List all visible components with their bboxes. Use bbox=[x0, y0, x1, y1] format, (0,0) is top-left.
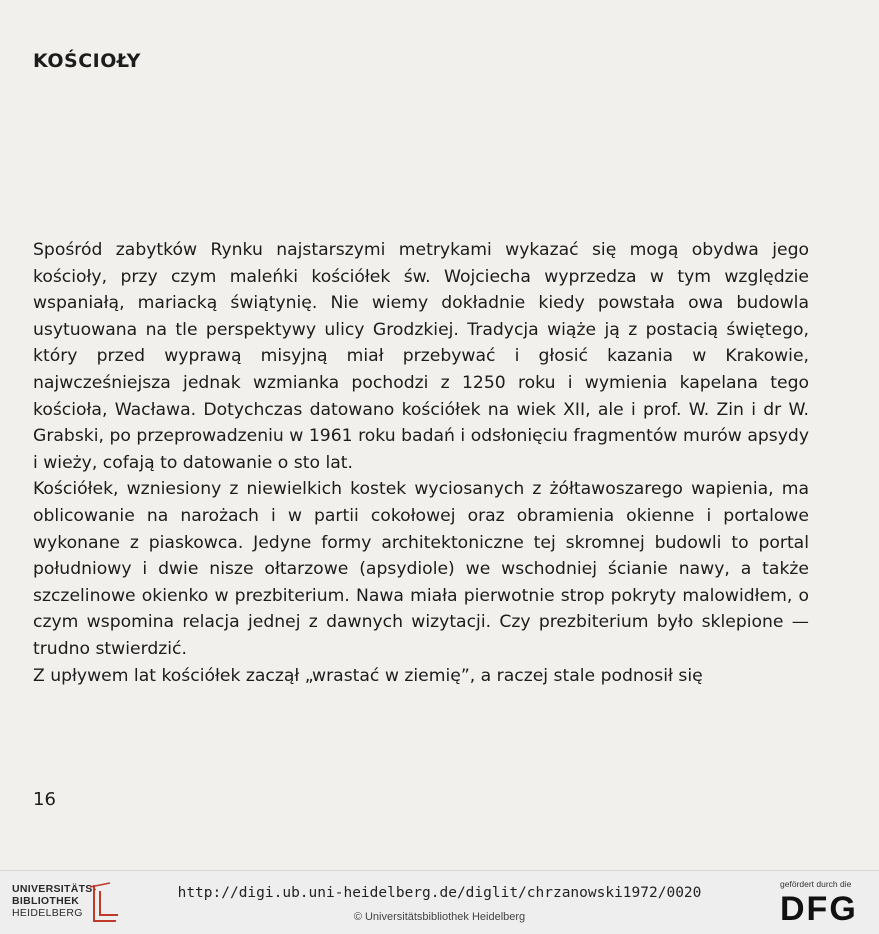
dfg-logo[interactable]: DFG bbox=[780, 890, 858, 928]
page-heading: KOŚCIOŁY bbox=[33, 50, 141, 72]
paragraph-3: Z upływem lat kościółek zaczął „wrastać w ziemię”, a raczej stale podnosił się bbox=[33, 665, 703, 686]
document-url-link[interactable]: http://digi.ub.uni-heidelberg.de/diglit/chrzanowski1972/0020 bbox=[177, 885, 702, 901]
library-name-line1: UNIVERSITÄTS- bbox=[12, 883, 97, 895]
paragraph-1: Spośród zabytków Rynku najstarszymi metrykami wykazać się mogą obydwa jego kościoły, przy czym maleńki kościółek św. Wojciecha wyprzedza w tym względzie wspaniałą, mariacką świątynię. Nie wiemy dokładnie kiedy powstała owa budowla usytuowana na tle perspektywy ulicy Grodzkiej. Tradycja wiąże ją z postacią świętego, który przed wyprawą misyjną miał przebywać i głosić kazania w Krakowie, najwcześniejsza jednak wzmianka pochodzi z 1250 roku i wymienia kapelana tego kościoła, Wacława. Dotychczas datowano kościółek na wiek XII, ale i prof. W. Zin i dr W. Grabski, po przeprowadzeniu w 1961 roku badań i odsłonięciu fragmentów murów apsydy i wieży, cofają to datowanie o sto lat. bbox=[33, 240, 809, 473]
library-name-line3: HEIDELBERG bbox=[12, 907, 83, 919]
page-number: 16 bbox=[33, 789, 56, 810]
copyright-notice: © Universitätsbibliothek Heidelberg bbox=[353, 911, 526, 923]
body-text bbox=[33, 237, 809, 689]
paragraph-2: Kościółek, wzniesiony z niewielkich kostek wyciosanych z żółtawoszarego wapienia, ma oblicowanie na narożach i w partii cokołowej oraz obramienia okienne i portalowe wykonane z piaskowca. Jedyne formy architektoniczne tej skromnej budowli to portal południowy i dwie nisze ołtarzowe (apsydiole) we wschodniej ścianie nawy, a także szczelinowe okienko w prezbiterium. Nawa miała pierwotnie strop pokryty malowidłem, o czym wspomina relacja jednej z dawnych wizytacji. Czy prezbiterium było sklepione — trudno stwierdzić. bbox=[33, 479, 809, 659]
viewer-footer bbox=[0, 870, 879, 934]
funding-label: gefördert durch die bbox=[780, 879, 852, 889]
library-name-line2: BIBLIOTHEK bbox=[12, 895, 80, 907]
